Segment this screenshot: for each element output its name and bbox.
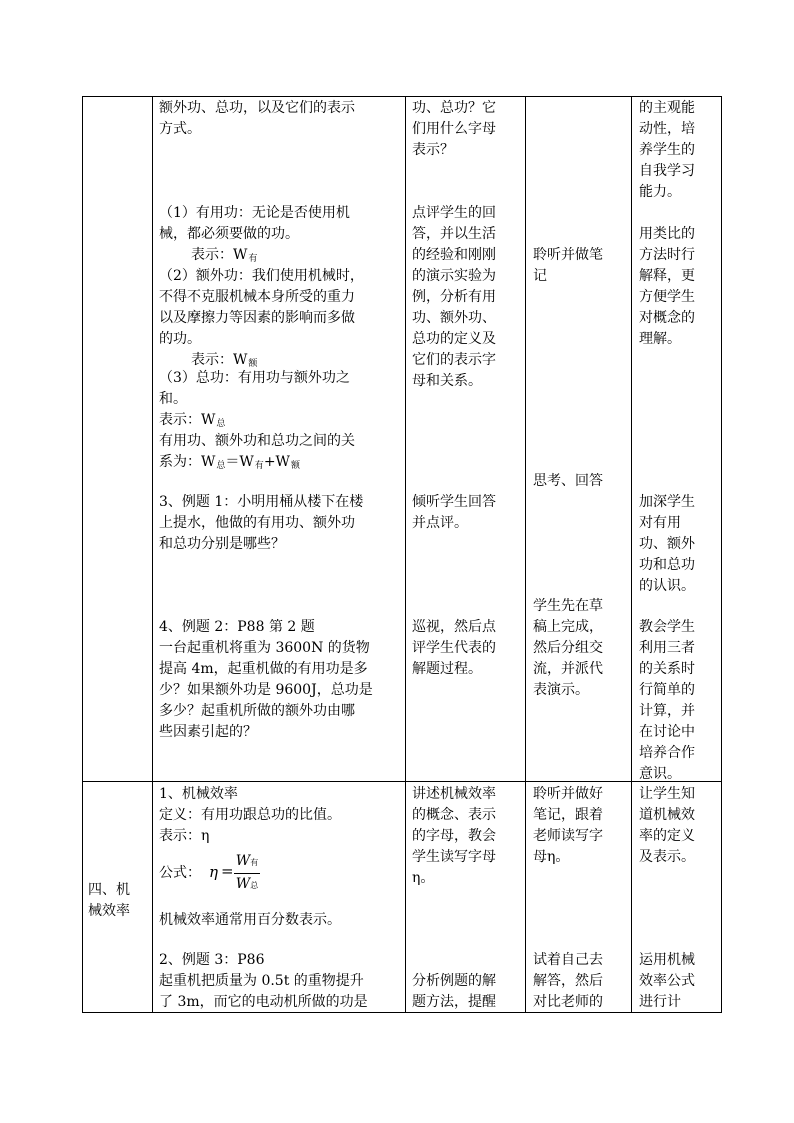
fraction-numerator: W有 — [235, 853, 259, 869]
extra-work-symbol: 表示：$W_额$ — [191, 352, 258, 369]
purpose-c: 加深学生 对有用 功、额外 功和总功 的认识。 — [639, 494, 695, 594]
extra-work-definition: （2）额外功：我们使用机械时， 不得不克服机械本身所受的重力 以及摩擦力等因素的影响而多做 的功。 — [159, 268, 364, 347]
example-1: 3、例题 1：小明用桶从楼下在楼 上提水，他做的有用功、额外功 和总功分别是哪些？ — [159, 494, 364, 552]
student-activity-c: 学生先在草 稿上完成， 然后分组交 流，并派代 表演示。 — [533, 598, 603, 698]
column-divider-1 — [152, 96, 153, 1013]
teacher-activity-a: 功、总功？它 们用什么字母 表示？ — [412, 100, 496, 158]
purpose-b: 用类比的 方法时行 解释，更 方便学生 对概念的 理解。 — [639, 226, 695, 347]
fraction-denominator: W总 — [235, 876, 259, 892]
teacher-activity-c: 倾听学生回答 并点评。 — [412, 494, 496, 531]
efficiency-percent-note: 机械效率通常用百分数表示。 — [159, 912, 341, 928]
student-activity-a: 聆听并做笔 记 — [533, 247, 603, 284]
column-divider-3 — [525, 96, 526, 1013]
intro-text: 额外功、总功，以及它们的表示 方式。 — [159, 100, 355, 137]
formula-equals: = — [221, 862, 234, 880]
column-divider-2 — [405, 96, 406, 1013]
useful-work-symbol: 表示：$W_有$ — [191, 247, 258, 264]
table-right-border — [721, 96, 722, 1013]
row-divider — [82, 781, 722, 782]
useful-work-definition: （1）有用功：无论是否使用机 械，都必须要做的功。 — [159, 205, 350, 242]
purpose-a: 的主观能 动性，培 养学生的 自我学习 能力。 — [639, 100, 695, 200]
purpose-efficiency-a: 让学生知 道机械效 率的定义 及表示。 — [639, 786, 695, 865]
teacher-activity-d: 巡视，然后点 评学生代表的 解题过程。 — [412, 619, 496, 677]
teacher-efficiency-b: 分析例题的解 题方法，提醒 — [412, 973, 496, 1010]
student-efficiency-a: 聆听并做好 笔记，跟着 老师读写字 母η。 — [533, 786, 603, 865]
student-efficiency-b: 试着自己去 解答，然后 对比老师的 — [533, 952, 603, 1010]
example-2: 4、例题 2：P88 第 2 题 一台起重机将重为 3600N 的货物 提高 4m，起重机做的有用功是多 少？如果额外功是 9600J，总功是 多少？起重机所做的额外功由哪 些因素引起的？ — [159, 619, 373, 740]
total-work-symbol: 表示：$W_总$ — [159, 412, 226, 429]
teacher-activity-b: 点评学生的回 答，并以生活 的经验和刚刚 的演示实验为 例，分析有用 功、额外功、 总功的定义及 它们的表示字 母和关系。 — [412, 205, 496, 389]
table-top-border — [82, 96, 722, 97]
section-label: 四、机 械效率 — [88, 882, 130, 919]
efficiency-fraction — [234, 852, 260, 895]
student-activity-b: 思考、回答 — [533, 473, 603, 489]
work-relation: 有用功、额外功和总功之间的关 系为：$W_总=W_有+W_额$ — [159, 433, 355, 471]
efficiency-symbol: η — [209, 863, 218, 881]
formula-label: 公式： — [159, 865, 201, 881]
table-left-border — [82, 96, 83, 1013]
total-work-definition: （3）总功：有用功与额外功之 和。 — [159, 370, 350, 407]
efficiency-definition: 1、机械效率 定义：有用功跟总功的比值。 表示：η — [159, 786, 341, 844]
example-3: 2、例题 3：P86 起重机把质量为 0.5t 的重物提升 了 3m，而它的电动机所做的功是 — [159, 952, 368, 1010]
fraction-bar — [234, 873, 260, 874]
purpose-efficiency-b: 运用机械 效率公式 进行计 — [639, 952, 695, 1010]
teacher-efficiency-a: 讲述机械效率 的概念、表示 的字母，教会 学生读写字母 η。 — [412, 786, 496, 886]
purpose-d: 教会学生 利用三者 的关系时 行简单的 计算，并 在讨论中 培养合作 意识。 — [639, 619, 695, 782]
column-divider-4 — [631, 96, 632, 1013]
